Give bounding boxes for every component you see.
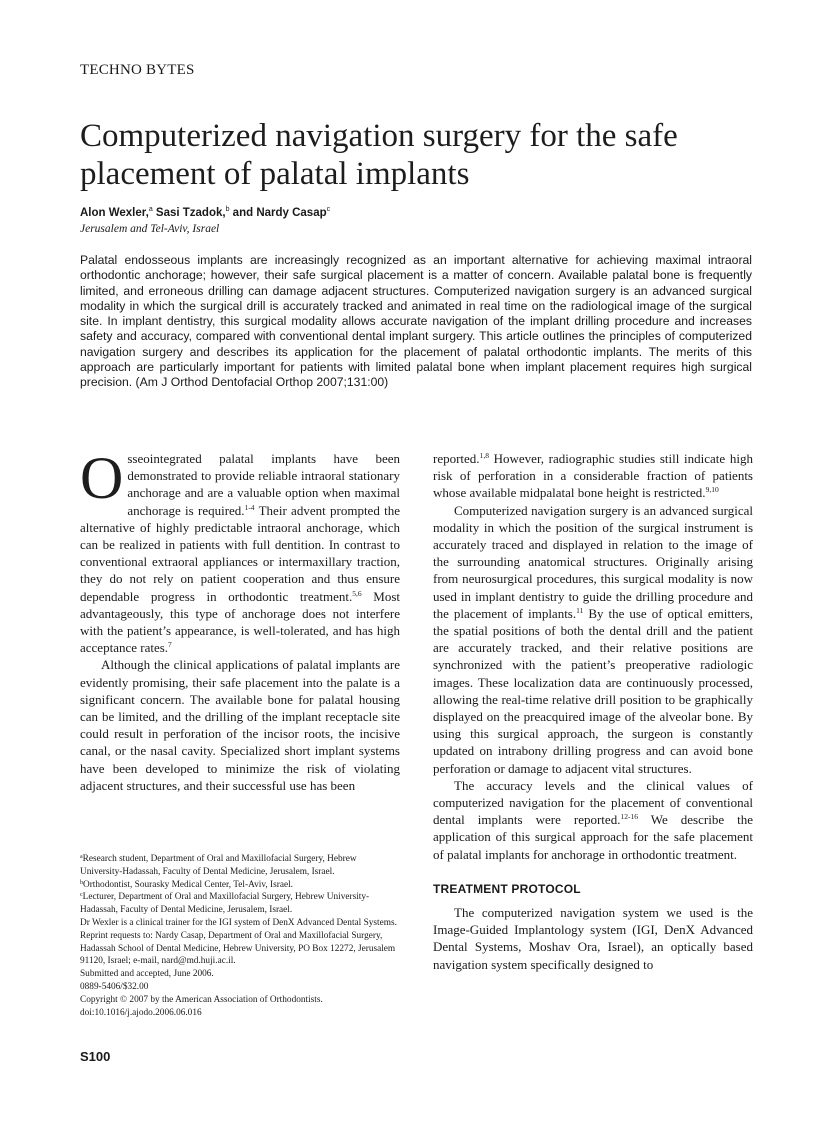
citation: 11 [576, 605, 584, 615]
footnote-text: Orthodontist, Sourasky Medical Center, Tel-Aviv, Israel. [83, 879, 294, 890]
footnotes [80, 853, 400, 1019]
citation: 7 [168, 640, 172, 650]
footnote [80, 853, 400, 879]
footnote-marker: b [80, 879, 83, 886]
body-paragraph [433, 777, 753, 863]
footnote-marker: c [80, 892, 83, 899]
article-title: Computerized navigation surgery for the safe placement of palatal implants [80, 118, 678, 192]
citation: 5,6 [352, 588, 362, 598]
citation: 12-16 [620, 812, 638, 822]
author-affiliation-marker: c [326, 206, 331, 213]
footnote [80, 879, 400, 892]
abstract: Palatal endosseous implants are increasingly recognized as an important alternative for achieving maximal intraoral orthodontic anchorage; however, their safe surgical placement is a matter of concern. Available palatal bone is frequently limited, and erroneous drilling can damage adjacent structures. Computerized navigation surgery is an advanced surgical modality in which the surgical drill is accurately tracked and animated in real time on the radiological image of the surgical site. In implant dentistry, this surgical modality allows accurate navigation of the implant drilling procedure and increases safety and accuracy, compared with conventional dental implant surgery. This article outlines the principles of computerized navigation surgery and describes its application for the placement of palatal orthodontic implants. The merits of this approach are particularly important for patients with limited palatal bone when implant placement requires high surgical precision. (Am J Orthod Dentofacial Orthop 2007;131:00) [80, 253, 752, 390]
author-affiliation-marker: b [225, 206, 230, 213]
body-paragraph [433, 502, 753, 777]
body-text: reported. [433, 451, 480, 466]
body-text: The accuracy levels and the clinical values of computerized navigation for the placement of conventional dental implants were reported. [433, 777, 753, 828]
body-text: Computerized navigation surgery is an advanced surgical modality in which the position of the surgical instrument is accurately traced and displayed in relation to the image of the surrounding anatomical structures. Originally arising from neurosurgical procedures, this surgical modality is now used in implant dentistry to guide the drilling procedure and the placement of implants. [433, 502, 753, 621]
body-text: Their advent prompted the alternative of highly predictable intraoral anchorage, which can be realized in patients with full dentition. In contrast to conventional extraoral appliances or intermaxillary traction, they do not rely on patient cooperation and thus ensure dependable progress in orthodontic treatment. [80, 502, 400, 604]
footnote: Reprint requests to: Nardy Casap, Department of Oral and Maxillofacial Surgery, Hadassah School of Dental Medicine, Hebrew University, PO Box 12272, Jerusalem 91120, Israel; e-mail, nard@md.huji.ac.il. [80, 930, 396, 967]
footnote: Copyright © 2007 by the American Association of Orthodontists. [80, 994, 323, 1005]
footnote-marker: a [80, 854, 83, 860]
author-name: and Nardy Casap [229, 207, 327, 219]
footnote: doi:10.1016/j.ajodo.2006.06.016 [80, 1007, 202, 1018]
page-number: S100 [80, 1049, 111, 1064]
body-text: We describe the application of this surgical approach for the safe placement of palatal implants for anchorage in orthodontic treatment. [433, 812, 753, 862]
drop-cap: O [80, 445, 124, 511]
citation: 1-4 [244, 502, 255, 512]
author-name: Sasi Tzadok, [152, 207, 226, 219]
intro-paragraph [80, 445, 400, 656]
author-affiliation-marker: a [148, 206, 153, 213]
author-list [80, 207, 330, 219]
author-name: Alon Wexler, [80, 207, 149, 219]
footnote-text: Lecturer, Department of Oral and Maxillofacial Surgery, Hebrew University-Hadassah, Faculty of Dental Medicine, Jerusalem, Israel. [80, 892, 370, 916]
body-paragraph [433, 450, 753, 502]
footnote: Submitted and accepted, June 2006. [80, 969, 214, 980]
left-column [80, 445, 400, 794]
section-heading: TREATMENT PROTOCOL [433, 881, 581, 896]
footnote-text: Research student, Department of Oral and Maxillofacial Surgery, Hebrew University-Hadassah, Faculty of Dental Medicine, Jerusalem, Israel. [80, 854, 357, 877]
body-text: By the use of optical emitters, the spatial positions of both the dental drill and the patient are accurately tracked, and their relative positions are synchronized with the patient’s preoperative radiologic images. These localization data are continuously processed, allowing the real-time relative drill position to be graphically displayed on the preacquired image of the alveolar bone. By using this surgical approach, the surgeon is constantly updated on intrabony drilling progress and can avoid bone perforation or damage to adjacent vital structures. [433, 605, 753, 776]
footnote: Dr Wexler is a clinical trainer for the IGI system of DenX Advanced Dental Systems. [80, 917, 397, 928]
body-paragraph: The computerized navigation system we used is the Image-Guided Implantology system (IGI, DenX Advanced Dental Systems, Moshav Ora, Israel), an optically based navigation system specifically designed to [433, 905, 753, 972]
citation: 9,10 [705, 485, 719, 495]
right-column [433, 450, 753, 973]
affiliation: Jerusalem and Tel-Aviv, Israel [80, 223, 220, 235]
body-text: Most advantageously, this type of anchorage does not interfere with the patient’s appearance, is well-tolerated, and has high acceptance rates. [80, 588, 400, 656]
body-text: sseointegrated palatal implants have been demonstrated to provide reliable intraoral stationary anchorage and are a valuable option when maximal anchorage is required. [127, 451, 400, 518]
footnote [80, 891, 400, 917]
body-text: However, radiographic studies still indicate high risk of perforation in a considerable fraction of patients whose available midpalatal bone height is restricted. [433, 451, 753, 501]
body-paragraph: Although the clinical applications of palatal implants are evidently promising, their safe placement into the palate is a significant concern. The available bone for palatal housing can be limited, and the drilling of the implant receptacle site could result in perforation of the incisor roots, the incisive canal, or the nasal cavity. Specialized short implant systems have been developed to minimize the risk of violating adjacent structures, and their successful use has been [80, 657, 400, 793]
citation: 1,8 [479, 451, 489, 460]
footnote: 0889-5406/$32.00 [80, 981, 149, 992]
section-label: TECHNO BYTES [80, 62, 195, 78]
